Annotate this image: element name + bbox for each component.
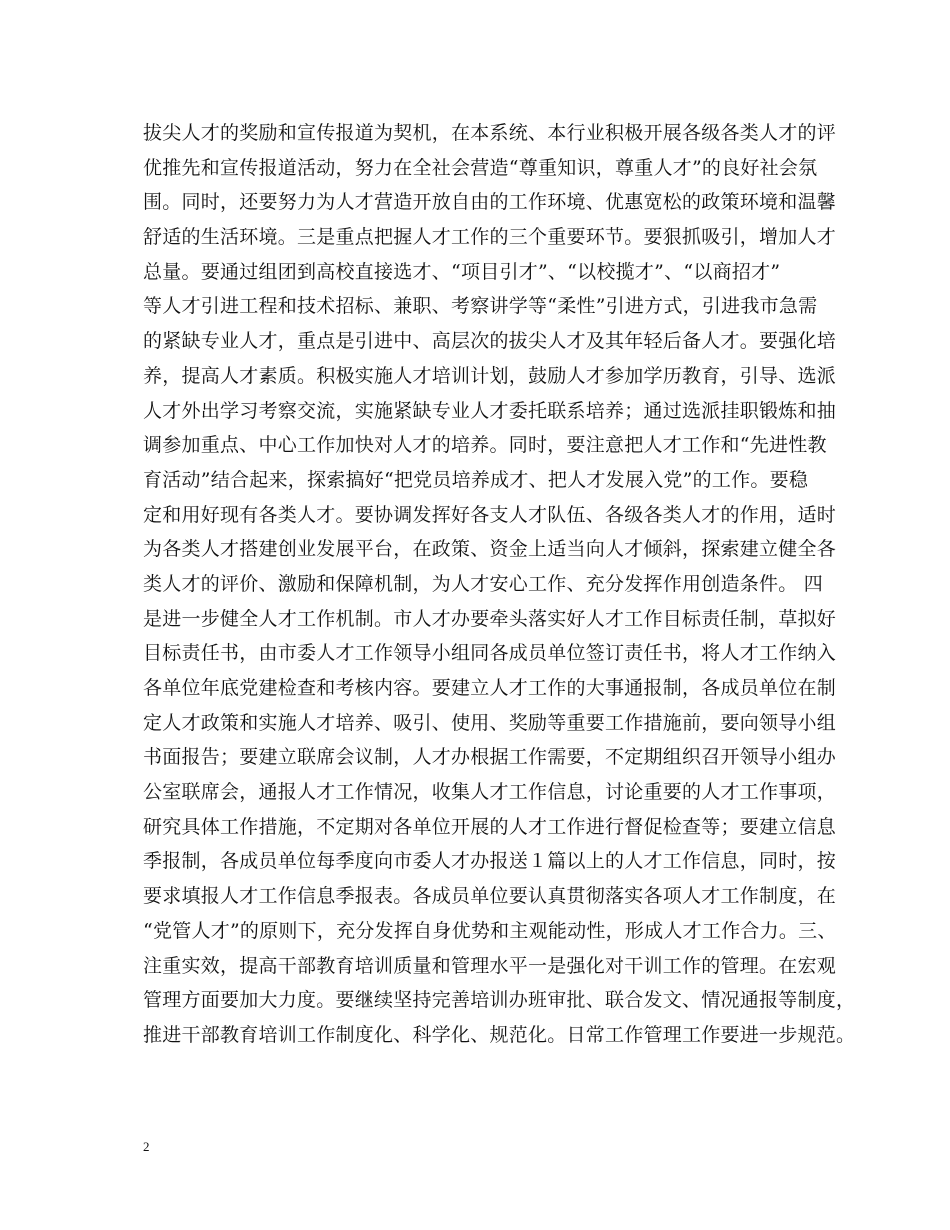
text-line: 养，提高人才素质。积极实施人才培训计划，鼓励人才参加学历教育，引导、选派 [143, 364, 837, 387]
text-line: 注重实效，提高干部教育培训质量和管理水平一是强化对干训工作的管理。在宏观 [143, 954, 837, 977]
body-text [143, 116, 856, 1053]
text-line: 总量。要通过组团到高校直接选才、“项目引才”、“以校揽才”、“以商招才” [143, 260, 781, 283]
text-line: 等人才引进工程和技术招标、兼职、考察讲学等“柔性”引进方式，引进我市急需 [143, 295, 818, 318]
page-number: 2 [143, 1139, 150, 1154]
text-line: 季报制，各成员单位每季度向市委人才办报送１篇以上的人才工作信息，同时，按 [143, 850, 837, 873]
text-line: 类人才的评价、激励和保障机制，为人才安心工作、充分发挥作用创造条件。 四 [143, 572, 824, 595]
text-line: 公室联席会，通报人才工作情况，收集人才工作信息，讨论重要的人才工作事项， [143, 781, 837, 804]
text-line: 调参加重点、中心工作加快对人才的培养。同时，要注意把人才工作和“先进性教 [143, 434, 827, 457]
text-line: 是进一步健全人才工作机制。市人才办要牵头落实好人才工作目标责任制，草拟好 [143, 607, 837, 630]
text-line: 推进干部教育培训工作制度化、科学化、规范化。日常工作管理工作要进一步规范。 [143, 1023, 856, 1046]
text-line: “党管人才”的原则下，充分发挥自身优势和主观能动性，形成人才工作合力。三、 [143, 919, 837, 942]
text-line: 目标责任书，由市委人才工作领导小组同各成员单位签订责任书，将人才工作纳入 [143, 642, 837, 665]
text-line: 围。同时，还要努力为人才营造开放自由的工作环境、优惠宽松的政策环境和温馨 [143, 191, 837, 214]
text-line: 管理方面要加大力度。要继续坚持完善培训办班审批、联合发文、情况通报等制度， [143, 989, 856, 1012]
text-line: 的紧缺专业人才，重点是引进中、高层次的拔尖人才及其年轻后备人才。要强化培 [143, 330, 837, 353]
text-line: 各单位年底党建检查和考核内容。要建立人才工作的大事通报制，各成员单位在制 [143, 677, 837, 699]
text-line: 拔尖人才的奖励和宣传报道为契机，在本系统、本行业积极开展各级各类人才的评 [143, 122, 837, 144]
text-line: 定和用好现有各类人才。要协调发挥好各支人才队伍、各级各类人才的作用，适时 [143, 503, 837, 526]
text-line: 要求填报人才工作信息季报表。各成员单位要认真贯彻落实各项人才工作制度，在 [143, 885, 837, 908]
text-line: 人才外出学习考察交流，实施紧缺专业人才委托联系培养；通过选派挂职锻炼和抽 [143, 399, 837, 422]
text-line: 为各类人才搭建创业发展平台，在政策、资金上适当向人才倾斜，探索建立健全各 [143, 538, 837, 561]
text-line: 优推先和宣传报道活动，努力在全社会营造“尊重知识，尊重人才”的良好社会氛 [143, 156, 818, 179]
text-line: 书面报告；要建立联席会议制，人才办根据工作需要，不定期组织召开领导小组办 [143, 746, 837, 769]
text-line: 育活动”结合起来，探索搞好“把党员培养成才、把人才发展入党”的工作。要稳 [143, 468, 809, 491]
text-line: 定人才政策和实施人才培养、吸引、使用、奖励等重要工作措施前，要向领导小组 [143, 711, 837, 734]
text-line: 研究具体工作措施，不定期对各单位开展的人才工作进行督促检查等；要建立信息 [143, 815, 837, 838]
text-line: 舒适的生活环境。三是重点把握人才工作的三个重要环节。要狠抓吸引，增加人才 [143, 226, 837, 249]
